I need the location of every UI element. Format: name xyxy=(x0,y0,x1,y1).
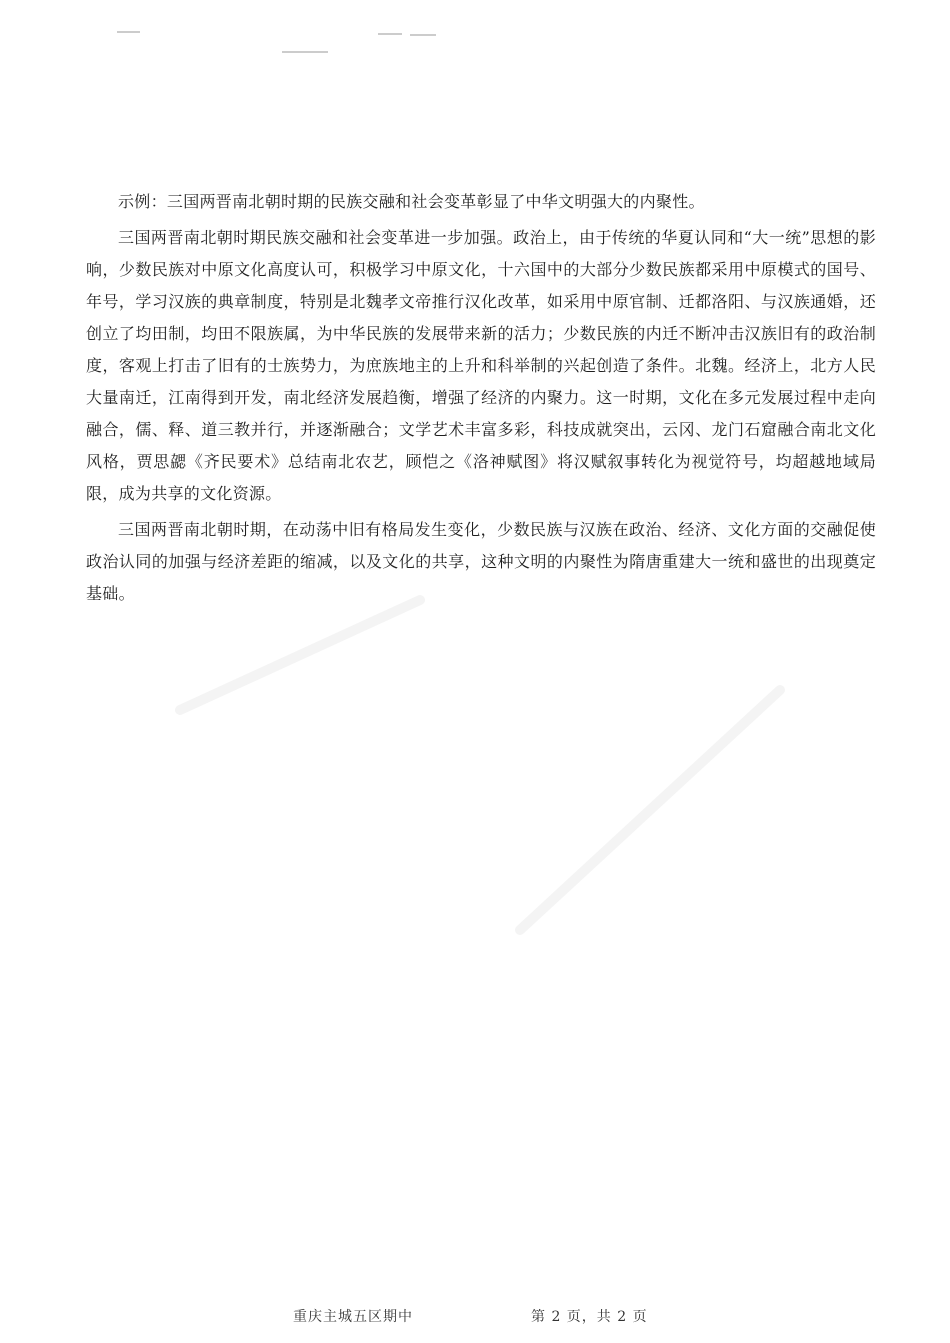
answer-content xyxy=(86,186,876,614)
page-footer xyxy=(0,1306,950,1330)
body-paragraph: 三国两晋南北朝时期民族交融和社会变革进一步加强。政治上，由于传统的华夏认同和“大一统”思想的影响，少数民族对中原文化高度认可，积极学习中原文化，十六国中的大部分少数民族都采用中原模式的国号、年号，学习汉族的典章制度，特别是北魏孝文帝推行汉化改革，如采用中原官制、迁都洛阳、与汉族通婚，还创立了均田制，均田不限族属，为中华民族的发展带来新的活力；少数民族的内迁不断冲击汉族旧有的政治制度，客观上打击了旧有的士族势力，为庶族地主的上升和科举制的兴起创造了条件。北魏。经济上，北方人民大量南迁，江南得到开发，南北经济发展趋衡，增强了经济的内聚力。这一时期，文化在多元发展过程中走向融合，儒、释、道三教并行，并逐渐融合；文学艺术丰富多彩，科技成就突出，云冈、龙门石窟融合南北文化风格，贾思勰《齐民要术》总结南北农艺，顾恺之《洛神赋图》将汉赋叙事转化为视觉符号，均超越地域局限，成为共享的文化资源。 xyxy=(86,228,876,503)
scan-noise-top xyxy=(117,32,436,52)
example-paragraph: 示例：三国两晋南北朝时期的民族交融和社会变革彰显了中华文明强大的内聚性。 xyxy=(118,192,705,211)
exam-name: 重庆主城五区期中 xyxy=(293,1309,413,1325)
page-number: 第 2 页，共 2 页 xyxy=(531,1309,648,1325)
faint-watermark xyxy=(180,600,780,930)
conclusion-paragraph: 三国两晋南北朝时期，在动荡中旧有格局发生变化，少数民族与汉族在政治、经济、文化方面的交融促使政治认同的加强与经济差距的缩减，以及文化的共享，这种文明的内聚性为隋唐重建大一统和盛世的出现奠定基础。 xyxy=(86,520,876,603)
